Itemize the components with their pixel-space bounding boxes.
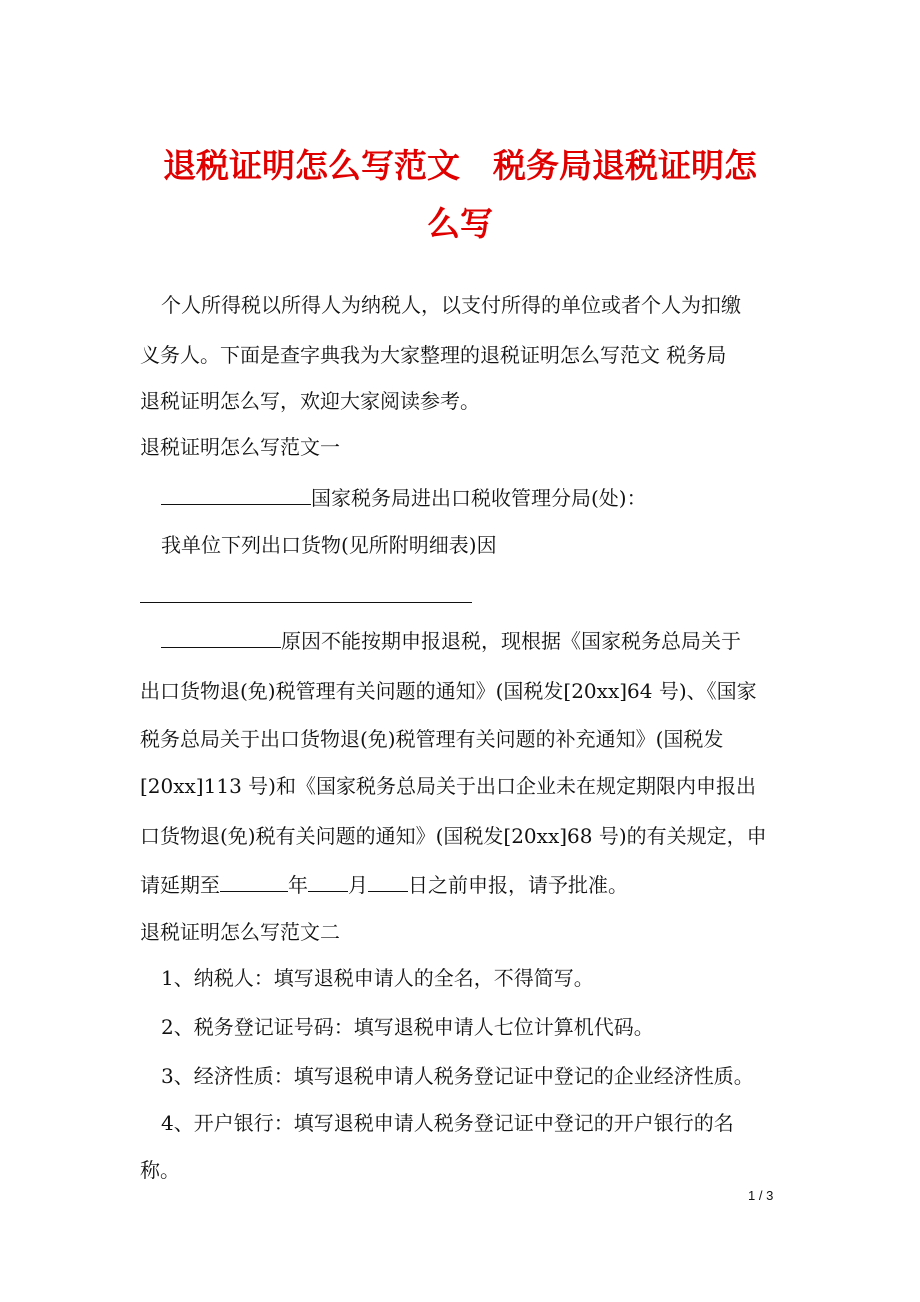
deadline-month-label: 月 [348, 873, 368, 897]
document-title-line1: 退税证明怎么写范文 税务局退税证明怎 [163, 146, 757, 185]
addressee-blank [161, 484, 311, 505]
day-blank [368, 871, 408, 892]
section1-heading: 退税证明怎么写范文一 [140, 435, 340, 459]
list-item-1: 1、纳税人：填写退税申请人的全名，不得简写。 [161, 966, 594, 990]
reason-blank [161, 627, 281, 648]
deadline-prefix: 请延期至 [140, 873, 220, 897]
intro-line-2: 义务人。下面是查字典我为大家整理的退税证明怎么写范文 税务局 [140, 343, 727, 367]
list-item-3: 3、经济性质：填写退税申请人税务登记证中登记的企业经济性质。 [161, 1064, 754, 1088]
addressee-line [161, 484, 647, 512]
deadline-line [140, 871, 628, 899]
year-blank [220, 871, 288, 892]
list-item-2: 2、税务登记证号码：填写退税申请人七位计算机代码。 [161, 1015, 654, 1039]
deadline-year-label: 年 [288, 873, 308, 897]
reason-text: 原因不能按期申报退税，现根据《国家税务总局关于 [281, 629, 741, 653]
list-item-4-continued: 称。 [140, 1158, 180, 1182]
document-title-line2: 么写 [427, 204, 493, 243]
list-item-4: 4、开户银行：填写退税申请人税务登记证中登记的开户银行的名 [161, 1111, 734, 1135]
reason-blank-rule [140, 602, 472, 603]
reason-line [161, 627, 741, 655]
month-blank [308, 871, 348, 892]
body1-line-1: 我单位下列出口货物(见所附明细表)因 [161, 533, 497, 557]
body2-line-3: [20xx]113 号)和《国家税务总局关于出口企业未在规定期限内申报出 [140, 774, 756, 798]
body2-line-1: 出口货物退(免)税管理有关问题的通知》(国税发[20xx]64 号)、《国家 [140, 679, 757, 703]
body2-line-2: 税务总局关于出口货物退(免)税管理有关问题的补充通知》(国税发 [140, 727, 724, 751]
addressee-text: 国家税务局进出口税收管理分局(处)： [311, 486, 647, 510]
page-number: 1 / 3 [748, 1188, 774, 1203]
section2-heading: 退税证明怎么写范文二 [140, 920, 340, 944]
intro-line-3: 退税证明怎么写，欢迎大家阅读参考。 [140, 389, 480, 413]
body2-line-4: 口货物退(免)税有关问题的通知》(国税发[20xx]68 号)的有关规定，申 [140, 824, 767, 848]
intro-line-1: 个人所得税以所得人为纳税人，以支付所得的单位或者个人为扣缴 [161, 293, 741, 317]
deadline-suffix: 日之前申报，请予批准。 [408, 873, 628, 897]
